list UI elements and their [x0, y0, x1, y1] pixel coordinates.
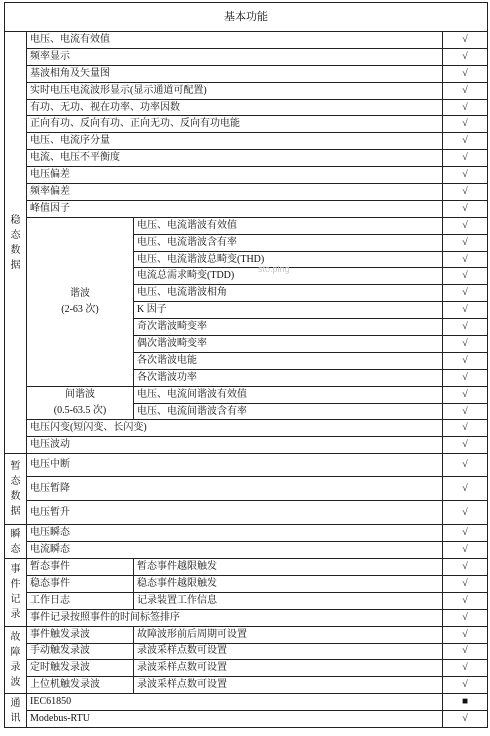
- check-mark: √: [443, 251, 488, 268]
- check-mark: √: [443, 501, 488, 525]
- table-header-row: [5, 3, 488, 32]
- check-mark: √: [443, 150, 488, 167]
- table-row: [5, 575, 488, 592]
- harmonic-group: [27, 217, 134, 386]
- check-mark: √: [443, 200, 488, 217]
- check-mark: √: [443, 167, 488, 184]
- feature-label: 电压中断: [27, 454, 443, 477]
- event-desc: 暂态事件越限触发: [134, 559, 443, 576]
- check-mark: √: [443, 592, 488, 609]
- table-row: [5, 133, 488, 150]
- check-mark: √: [443, 559, 488, 576]
- table-row: [5, 592, 488, 609]
- table-row: [5, 386, 488, 403]
- check-mark: √: [443, 626, 488, 643]
- wave-trigger: 事件触发录波: [27, 626, 134, 643]
- table-row: [5, 626, 488, 643]
- table-row: [5, 200, 488, 217]
- feature-label: 电压瞬态: [27, 525, 443, 542]
- table-row: [5, 437, 488, 454]
- square-mark: ■: [443, 694, 488, 711]
- table-row: [5, 477, 488, 501]
- feature-label: 电流总需求畸变(TDD): [134, 268, 443, 285]
- check-mark: √: [443, 48, 488, 65]
- feature-label: 各次谐波功率: [134, 369, 443, 386]
- harmonic-name: 谐波: [70, 287, 90, 299]
- table-row: [5, 542, 488, 559]
- feature-label: 电压、电流有效值: [27, 32, 443, 49]
- feature-label: 电压暂降: [27, 477, 443, 501]
- wave-trigger: 上位机触发录波: [27, 677, 134, 694]
- event-type: 暂态事件: [27, 559, 134, 576]
- harmonic-range: (2-63 次): [61, 303, 99, 315]
- table-row: [5, 677, 488, 694]
- interharmonic-range: (0.5-63.5 次): [53, 405, 107, 417]
- check-mark: √: [443, 403, 488, 420]
- table-row: [5, 609, 488, 626]
- feature-label: Modebus-RTU: [27, 711, 443, 728]
- feature-table: [4, 2, 488, 728]
- watermark-text: sto.plng: [258, 264, 290, 274]
- interharmonic-group: [27, 386, 134, 420]
- wave-trigger: 手动触发录波: [27, 643, 134, 660]
- table-row: [5, 184, 488, 201]
- feature-label: 频率偏差: [27, 184, 443, 201]
- feature-label: 峰值因子: [27, 200, 443, 217]
- check-mark: √: [443, 184, 488, 201]
- table-row: [5, 150, 488, 167]
- event-desc: 稳态事件越限触发: [134, 575, 443, 592]
- table-row: [5, 454, 488, 477]
- category-events: 事 件 记 录: [5, 559, 27, 627]
- category-wave-recording: 故 障 录 波: [5, 626, 27, 694]
- event-type: 稳态事件: [27, 575, 134, 592]
- event-desc: 记录装置工作信息: [134, 592, 443, 609]
- event-type: 工作日志: [27, 592, 134, 609]
- table-row: [5, 525, 488, 542]
- check-mark: √: [443, 285, 488, 302]
- check-mark: √: [443, 609, 488, 626]
- feature-label: 基波相角及矢量图: [27, 65, 443, 82]
- category-steady: 稳 态 数 据: [5, 32, 27, 454]
- feature-label: 电压闪变(短闪变、长闪变): [27, 420, 443, 437]
- check-mark: √: [443, 525, 488, 542]
- wave-desc: 录波采样点数可设置: [134, 660, 443, 677]
- feature-label: 电压、电流谐波有效值: [134, 217, 443, 234]
- table-row: [5, 711, 488, 728]
- feature-label: 电压、电流间谐波有效值: [134, 386, 443, 403]
- feature-label: 正向有功、反向有功、正向无功、反向有功电能: [27, 116, 443, 133]
- table-row: [5, 116, 488, 133]
- feature-label: 各次谐波电能: [134, 352, 443, 369]
- table-row: [5, 643, 488, 660]
- feature-label: 电压偏差: [27, 167, 443, 184]
- feature-label: IEC61850: [27, 694, 443, 711]
- table-row: [5, 559, 488, 576]
- check-mark: √: [443, 99, 488, 116]
- category-comm: 通 讯: [5, 694, 27, 728]
- wave-trigger: 定时触发录波: [27, 660, 134, 677]
- check-mark: √: [443, 660, 488, 677]
- feature-label: 有功、无功、视在功率、功率因数: [27, 99, 443, 116]
- feature-label: 奇次谐波畸变率: [134, 319, 443, 336]
- feature-label: 电流瞬态: [27, 542, 443, 559]
- feature-label: 电压暂升: [27, 501, 443, 525]
- check-mark: √: [443, 711, 488, 728]
- wave-desc: 录波采样点数可设置: [134, 677, 443, 694]
- check-mark: √: [443, 386, 488, 403]
- feature-label: K 因子: [134, 302, 443, 319]
- table-row: [5, 660, 488, 677]
- check-mark: √: [443, 268, 488, 285]
- check-mark: √: [443, 454, 488, 477]
- check-mark: √: [443, 420, 488, 437]
- feature-label: 偶次谐波畸变率: [134, 336, 443, 353]
- feature-label: 电压、电流谐波含有率: [134, 234, 443, 251]
- check-mark: √: [443, 542, 488, 559]
- table-row: [5, 501, 488, 525]
- check-mark: √: [443, 234, 488, 251]
- check-mark: √: [443, 352, 488, 369]
- table-row: [5, 65, 488, 82]
- feature-label: 电压、电流谐波总畸变(THD): [134, 251, 443, 268]
- check-mark: √: [443, 437, 488, 454]
- feature-label: 电压、电流间谐波含有率: [134, 403, 443, 420]
- feature-label: 电压、电流序分量: [27, 133, 443, 150]
- feature-label: 电流、电压不平衡度: [27, 150, 443, 167]
- check-mark: √: [443, 65, 488, 82]
- check-mark: √: [443, 319, 488, 336]
- check-mark: √: [443, 575, 488, 592]
- feature-label: 频率显示: [27, 48, 443, 65]
- table-row: [5, 167, 488, 184]
- category-transient: 暂 态 数 据: [5, 454, 27, 525]
- category-instant: 瞬 态: [5, 525, 27, 559]
- feature-label: 实时电压电流波形显示(显示通道可配置): [27, 82, 443, 99]
- table-row: [5, 48, 488, 65]
- table-row: [5, 82, 488, 99]
- table-row: [5, 694, 488, 711]
- feature-label: 事件记录按照事件的时间标签排序: [27, 609, 443, 626]
- table-row: [5, 99, 488, 116]
- interharmonic-name: 间谐波: [65, 389, 95, 401]
- table-row: [5, 217, 488, 234]
- check-mark: √: [443, 133, 488, 150]
- check-mark: √: [443, 116, 488, 133]
- wave-desc: 故障波形前后周期可设置: [134, 626, 443, 643]
- table-row: [5, 32, 488, 49]
- check-mark: √: [443, 477, 488, 501]
- check-mark: √: [443, 302, 488, 319]
- check-mark: √: [443, 643, 488, 660]
- check-mark: √: [443, 369, 488, 386]
- wave-desc: 录波采样点数可设置: [134, 643, 443, 660]
- table-title: 基本功能: [5, 3, 488, 32]
- check-mark: √: [443, 82, 488, 99]
- check-mark: √: [443, 32, 488, 49]
- check-mark: √: [443, 336, 488, 353]
- table-row: [5, 420, 488, 437]
- check-mark: √: [443, 677, 488, 694]
- check-mark: √: [443, 217, 488, 234]
- feature-label: 电压、电流谐波相角: [134, 285, 443, 302]
- feature-label: 电压波动: [27, 437, 443, 454]
